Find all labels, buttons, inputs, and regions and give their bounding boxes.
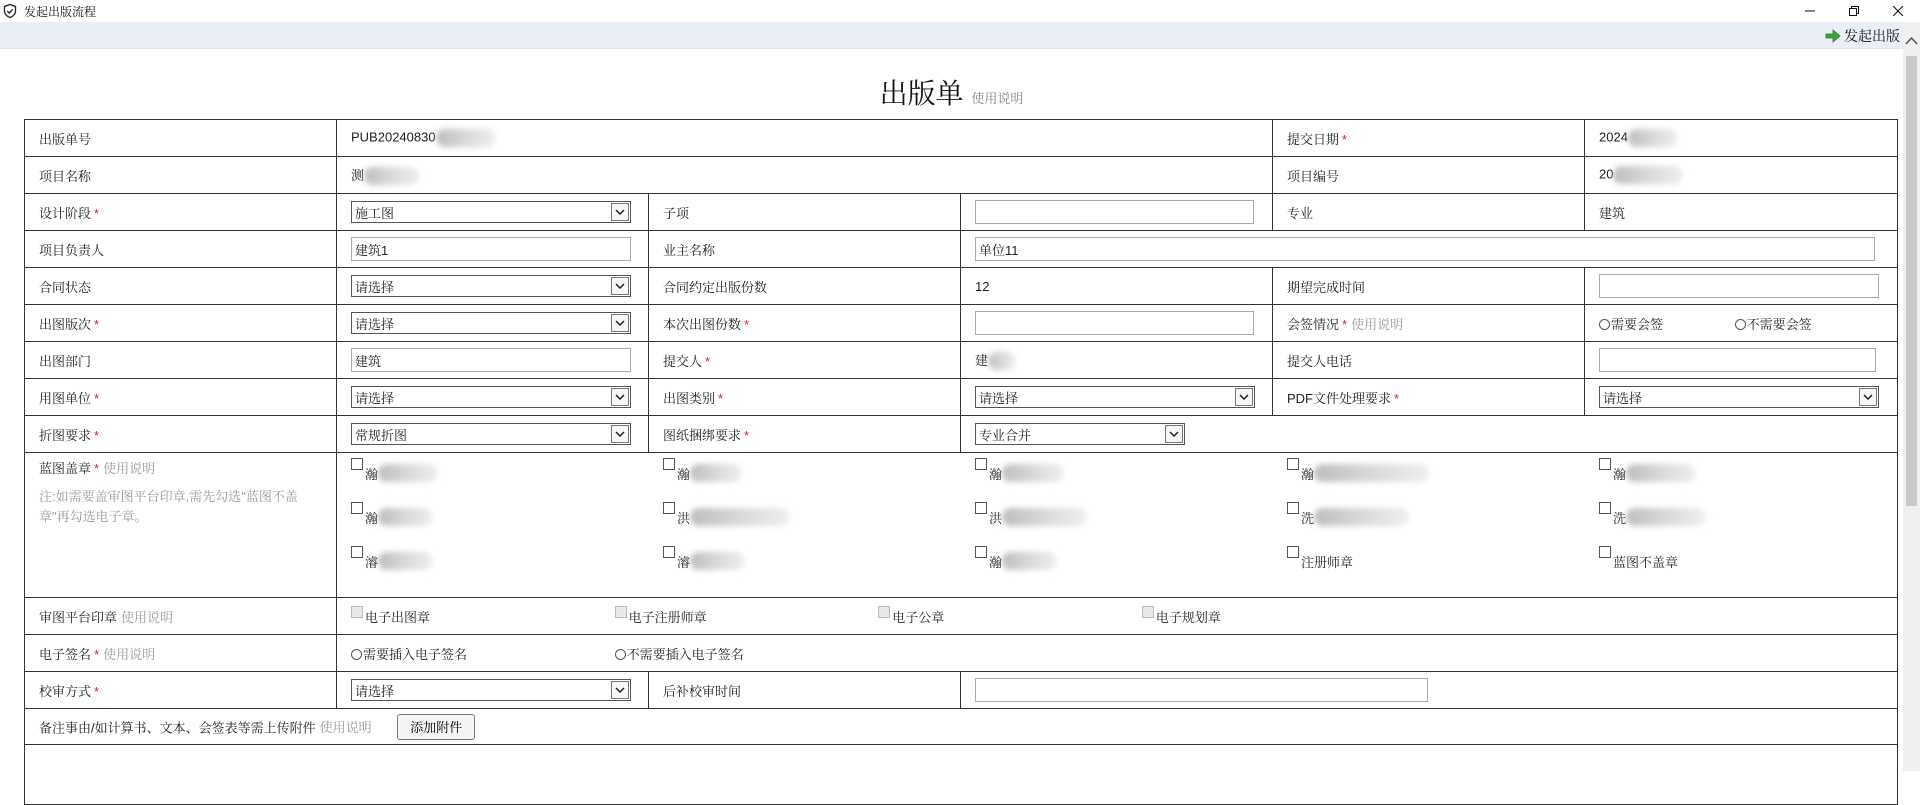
discipline-label: 专业 <box>1287 205 1314 221</box>
countersign-option-yes-label: 需要会签 <box>1611 316 1664 332</box>
restore-icon <box>1849 6 1859 16</box>
use-unit-select[interactable] <box>351 386 631 408</box>
owner-name-input[interactable] <box>975 237 1875 261</box>
redacted-mask <box>1628 129 1678 147</box>
dept-label: 出图部门 <box>39 353 92 369</box>
pub-no-value: PUB20240830 <box>351 129 436 145</box>
drawing-type-label: 出图类别 <box>663 390 716 406</box>
e-signature-option-no[interactable] <box>615 647 744 662</box>
heading-help-link[interactable]: 使用说明 <box>971 91 1024 106</box>
checkbox-icon <box>351 546 363 558</box>
project-name-label: 项目名称 <box>39 168 92 184</box>
bind-req-label: 图纸捆绑要求 <box>663 427 742 443</box>
checkbox-icon <box>1287 546 1299 558</box>
redacted-mask <box>378 464 438 482</box>
use-unit-value: 请选择 <box>355 390 395 406</box>
remarks-label: 备注事由/如计算书、文本、会签表等需上传附件 <box>39 720 316 735</box>
fold-req-label: 折图要求 <box>39 427 92 443</box>
seal-option[interactable] <box>975 458 1287 488</box>
design-stage-select[interactable] <box>351 201 631 223</box>
window-controls <box>1788 0 1920 22</box>
close-button[interactable] <box>1876 0 1920 22</box>
redacted-mask <box>1314 508 1409 526</box>
seal-option-label: 洪 <box>989 511 1003 526</box>
countersign-label: 会签情况 <box>1287 316 1340 332</box>
project-no-value: 20 <box>1599 166 1614 182</box>
seal-option-label: 瀚 <box>365 467 379 482</box>
drawing-type-value: 请选择 <box>979 390 1019 406</box>
seal-option[interactable] <box>1599 502 1898 532</box>
radio-icon <box>1735 319 1746 330</box>
seal-option-label: 瀚 <box>1301 467 1315 482</box>
seal-option[interactable] <box>1599 458 1898 488</box>
review-method-select[interactable] <box>351 679 631 701</box>
arrow-right-icon <box>1825 29 1841 43</box>
countersign-option-no[interactable] <box>1735 317 1812 332</box>
contract-status-value: 请选择 <box>355 279 395 295</box>
platform-seal-option[interactable] <box>1142 606 1402 626</box>
redacted-mask <box>1002 464 1064 482</box>
countersign-option-yes[interactable] <box>1599 317 1663 332</box>
row-drawing-version: 出图版次 * 请选择 本次出图份数 * 会签情况 * 使用说明 需要会签 不需要会签 <box>25 305 1898 342</box>
discipline-value: 建筑 <box>1599 205 1626 221</box>
redacted-mask <box>378 508 433 526</box>
platform-seal-option[interactable] <box>351 606 611 626</box>
drawing-version-value: 请选择 <box>355 316 395 332</box>
seal-option[interactable] <box>663 458 975 488</box>
design-stage-value: 施工图 <box>355 205 395 221</box>
redacted-mask <box>436 129 496 147</box>
chevron-down-icon <box>1165 425 1183 443</box>
row-platform-seal <box>25 598 1898 635</box>
redacted-mask <box>690 508 790 526</box>
seal-option[interactable] <box>975 502 1287 532</box>
checkbox-icon <box>878 606 890 618</box>
post-review-time-label: 后补校审时间 <box>663 683 742 699</box>
sub-item-label: 子项 <box>663 205 690 221</box>
row-design-stage: 设计阶段 * 施工图 子项 专业 建筑 <box>25 194 1898 231</box>
minimize-icon <box>1805 6 1815 16</box>
copies-input[interactable] <box>975 311 1254 335</box>
chevron-down-icon <box>611 388 629 406</box>
platform-seal-option-label: 电子出图章 <box>365 610 431 625</box>
row-e-signature: 电子签名 * 使用说明 需要插入电子签名 不需要插入电子签名 <box>25 635 1898 672</box>
seal-option[interactable] <box>351 458 663 488</box>
checkbox-icon <box>351 458 363 470</box>
platform-seal-option[interactable] <box>615 606 875 626</box>
submit-date-label: 提交日期 <box>1287 131 1340 147</box>
bind-req-value: 专业合并 <box>979 427 1032 443</box>
seal-option-label: 濬 <box>677 555 691 570</box>
e-signature-help-link[interactable]: 使用说明 <box>103 646 156 662</box>
checkbox-icon <box>351 606 363 618</box>
submit-date-value: 2024 <box>1599 129 1628 145</box>
checkbox-icon <box>1142 606 1154 618</box>
seal-option-label: 注册师章 <box>1301 555 1354 570</box>
e-signature-option-yes[interactable] <box>351 644 611 663</box>
seal-option-registered-seal[interactable] <box>1287 546 1599 576</box>
review-method-value: 请选择 <box>355 683 395 699</box>
redacted-mask <box>690 552 745 570</box>
use-unit-label: 用图单位 <box>39 390 92 406</box>
seal-option[interactable] <box>975 546 1287 576</box>
checkbox-icon <box>1599 546 1611 558</box>
contract-copies-label: 合同约定出版份数 <box>663 279 768 295</box>
countersign-option-no-label: 不需要会签 <box>1746 316 1812 332</box>
redacted-mask <box>378 552 433 570</box>
platform-seal-help-link[interactable]: 使用说明 <box>121 609 174 625</box>
expected-time-label: 期望完成时间 <box>1287 279 1366 295</box>
redacted-mask <box>1002 552 1057 570</box>
blueprint-seal-note: 注:如需要盖审图平台印章,需先勾选"蓝图不盖章"再勾选电子章。 <box>39 489 298 524</box>
redacted-mask <box>690 464 742 482</box>
platform-seal-label: 审图平台印章 <box>39 609 118 625</box>
seal-option[interactable] <box>351 502 663 532</box>
seal-option-label: 瀚 <box>677 467 691 482</box>
contract-status-label: 合同状态 <box>39 279 92 295</box>
chevron-down-icon <box>1235 388 1253 406</box>
checkbox-icon <box>1599 502 1611 514</box>
close-icon <box>1893 6 1903 16</box>
e-signature-option-yes-label: 需要插入电子签名 <box>363 646 468 662</box>
scrollbar-thumb[interactable] <box>1906 56 1917 506</box>
remarks-textarea[interactable] <box>25 745 1898 805</box>
copies-label: 本次出图份数 <box>663 316 742 332</box>
checkbox-icon <box>1599 458 1611 470</box>
submitter-phone-input[interactable] <box>1599 348 1876 372</box>
checkbox-icon <box>663 546 675 558</box>
redacted-mask <box>1002 508 1087 526</box>
vertical-scrollbar[interactable] <box>1903 22 1920 771</box>
publish-form <box>24 119 1898 805</box>
row-project-name <box>25 157 1898 194</box>
chevron-down-icon <box>611 425 629 443</box>
blueprint-seal-options <box>351 453 1883 581</box>
toolbar <box>0 22 1920 49</box>
restore-button[interactable] <box>1832 0 1876 22</box>
redacted-mask <box>364 167 419 185</box>
pdf-req-value: 请选择 <box>1603 390 1643 406</box>
project-lead-label: 项目负责人 <box>39 242 105 258</box>
seal-option-no-blueprint-seal[interactable] <box>1599 546 1898 576</box>
post-review-time-input[interactable] <box>975 678 1428 702</box>
shield-check-icon <box>2 3 18 19</box>
project-lead-input[interactable] <box>351 237 631 261</box>
chevron-down-icon <box>611 203 629 221</box>
redacted-mask <box>1613 166 1683 184</box>
platform-seal-option-label: 电子规划章 <box>1155 610 1221 625</box>
platform-seal-option[interactable] <box>878 606 1138 626</box>
pub-no-label: 出版单号 <box>39 131 92 147</box>
checkbox-icon <box>975 458 987 470</box>
row-contract-status <box>25 268 1898 305</box>
redacted-mask <box>1314 464 1429 482</box>
row-remarks-area <box>25 745 1898 805</box>
window-titlebar <box>0 0 1920 22</box>
design-stage-label: 设计阶段 <box>39 205 92 221</box>
checkbox-icon <box>351 502 363 514</box>
radio-icon <box>351 649 362 660</box>
seal-option-label: 瀚 <box>989 555 1003 570</box>
chevron-down-icon <box>1859 388 1877 406</box>
drawing-type-select[interactable] <box>975 386 1255 408</box>
seal-option[interactable] <box>1287 502 1599 532</box>
review-method-label: 校审方式 <box>39 683 92 699</box>
minimize-button[interactable] <box>1788 0 1832 22</box>
seal-option[interactable] <box>351 546 663 576</box>
page-title: 出版单 <box>879 77 964 110</box>
radio-icon <box>1599 319 1610 330</box>
submitter-phone-label: 提交人电话 <box>1287 353 1353 369</box>
checkbox-icon <box>975 502 987 514</box>
checkbox-icon <box>1287 458 1299 470</box>
project-name-value: 测 <box>351 167 365 183</box>
blueprint-seal-label: 蓝图盖章 <box>39 461 92 476</box>
checkbox-icon <box>975 546 987 558</box>
checkbox-icon <box>663 458 675 470</box>
fold-req-value: 常规折图 <box>355 427 408 443</box>
drawing-version-select[interactable] <box>351 312 631 334</box>
seal-option[interactable] <box>663 502 975 532</box>
blueprint-seal-help-link[interactable]: 使用说明 <box>103 461 156 476</box>
seal-option[interactable] <box>1287 458 1599 488</box>
checkbox-icon <box>663 502 675 514</box>
redacted-mask <box>1626 508 1706 526</box>
remarks-help-link[interactable]: 使用说明 <box>319 720 372 735</box>
sub-item-input[interactable] <box>975 200 1254 224</box>
countersign-help-link[interactable]: 使用说明 <box>1351 316 1404 332</box>
redacted-mask <box>988 352 1016 370</box>
checkbox-icon <box>1287 502 1299 514</box>
seal-option-label: 瀚 <box>989 467 1003 482</box>
e-signature-option-no-label: 不需要插入电子签名 <box>626 646 744 662</box>
seal-option-label: 洗 <box>1613 511 1627 526</box>
platform-seal-option-label: 电子注册师章 <box>628 610 707 625</box>
pdf-req-select[interactable] <box>1599 386 1879 408</box>
seal-option-label: 洗 <box>1301 511 1315 526</box>
project-no-label: 项目编号 <box>1287 168 1340 184</box>
bind-req-select[interactable] <box>975 423 1185 445</box>
checkbox-icon <box>615 606 627 618</box>
row-blueprint-seal: 蓝图盖章 * 使用说明 注:如需要盖审图平台印章,需先勾选"蓝图不盖章"再勾选电子章。 瀚 瀚 瀚 瀚 瀚 瀚 洪 洪 洗 洗 濬 濬 瀚 注册师章 蓝图不盖章 <box>25 453 1898 598</box>
pdf-req-label: PDF文件处理要求 <box>1287 390 1392 406</box>
row-dept: 出图部门 建筑 提交人 * 建 提交人电话 <box>25 342 1898 379</box>
publish-button[interactable] <box>1825 26 1900 46</box>
chevron-down-icon <box>611 277 629 295</box>
expected-time-input[interactable] <box>1599 274 1879 298</box>
submitter-value: 建 <box>975 352 989 368</box>
row-use-unit: 用图单位 * 请选择 出图类别 * 请选择 PDF文件处理要求 * 请选择 <box>25 379 1898 416</box>
submitter-label: 提交人 <box>663 353 703 369</box>
redacted-mask <box>1626 464 1696 482</box>
seal-option-label: 瀚 <box>365 511 379 526</box>
publish-label: 发起出版 <box>1844 28 1900 44</box>
add-attachment-button[interactable]: 添加附件 <box>397 714 475 740</box>
contract-copies-value: 12 <box>975 278 990 294</box>
platform-seal-option-label: 电子公章 <box>892 610 945 625</box>
form-heading <box>0 72 1903 112</box>
window-title: 发起出版流程 <box>24 4 97 19</box>
row-fold-req: 折图要求 * 常规折图 图纸捆绑要求 * 专业合并 <box>25 416 1898 453</box>
row-remarks <box>25 709 1898 745</box>
seal-option-label: 瀚 <box>1613 467 1627 482</box>
seal-option-label: 濬 <box>365 555 379 570</box>
fold-req-select[interactable] <box>351 423 631 445</box>
chevron-down-icon <box>611 314 629 332</box>
row-pub-no: 出版单号 PUB20240830 提交日期 * 2024 <box>25 120 1898 157</box>
scroll-up-icon[interactable] <box>1905 36 1918 46</box>
contract-status-select[interactable] <box>351 275 631 297</box>
seal-option-label: 洪 <box>677 511 691 526</box>
chevron-down-icon <box>611 681 629 699</box>
drawing-version-label: 出图版次 <box>39 316 92 332</box>
radio-icon <box>615 649 626 660</box>
owner-name-label: 业主名称 <box>663 242 716 258</box>
row-project-lead <box>25 231 1898 268</box>
seal-option-label: 蓝图不盖章 <box>1613 555 1679 570</box>
row-review-method: 校审方式 * 请选择 后补校审时间 <box>25 672 1898 709</box>
e-signature-label: 电子签名 <box>39 646 92 662</box>
dept-input[interactable] <box>351 348 631 372</box>
seal-option[interactable] <box>663 546 975 576</box>
